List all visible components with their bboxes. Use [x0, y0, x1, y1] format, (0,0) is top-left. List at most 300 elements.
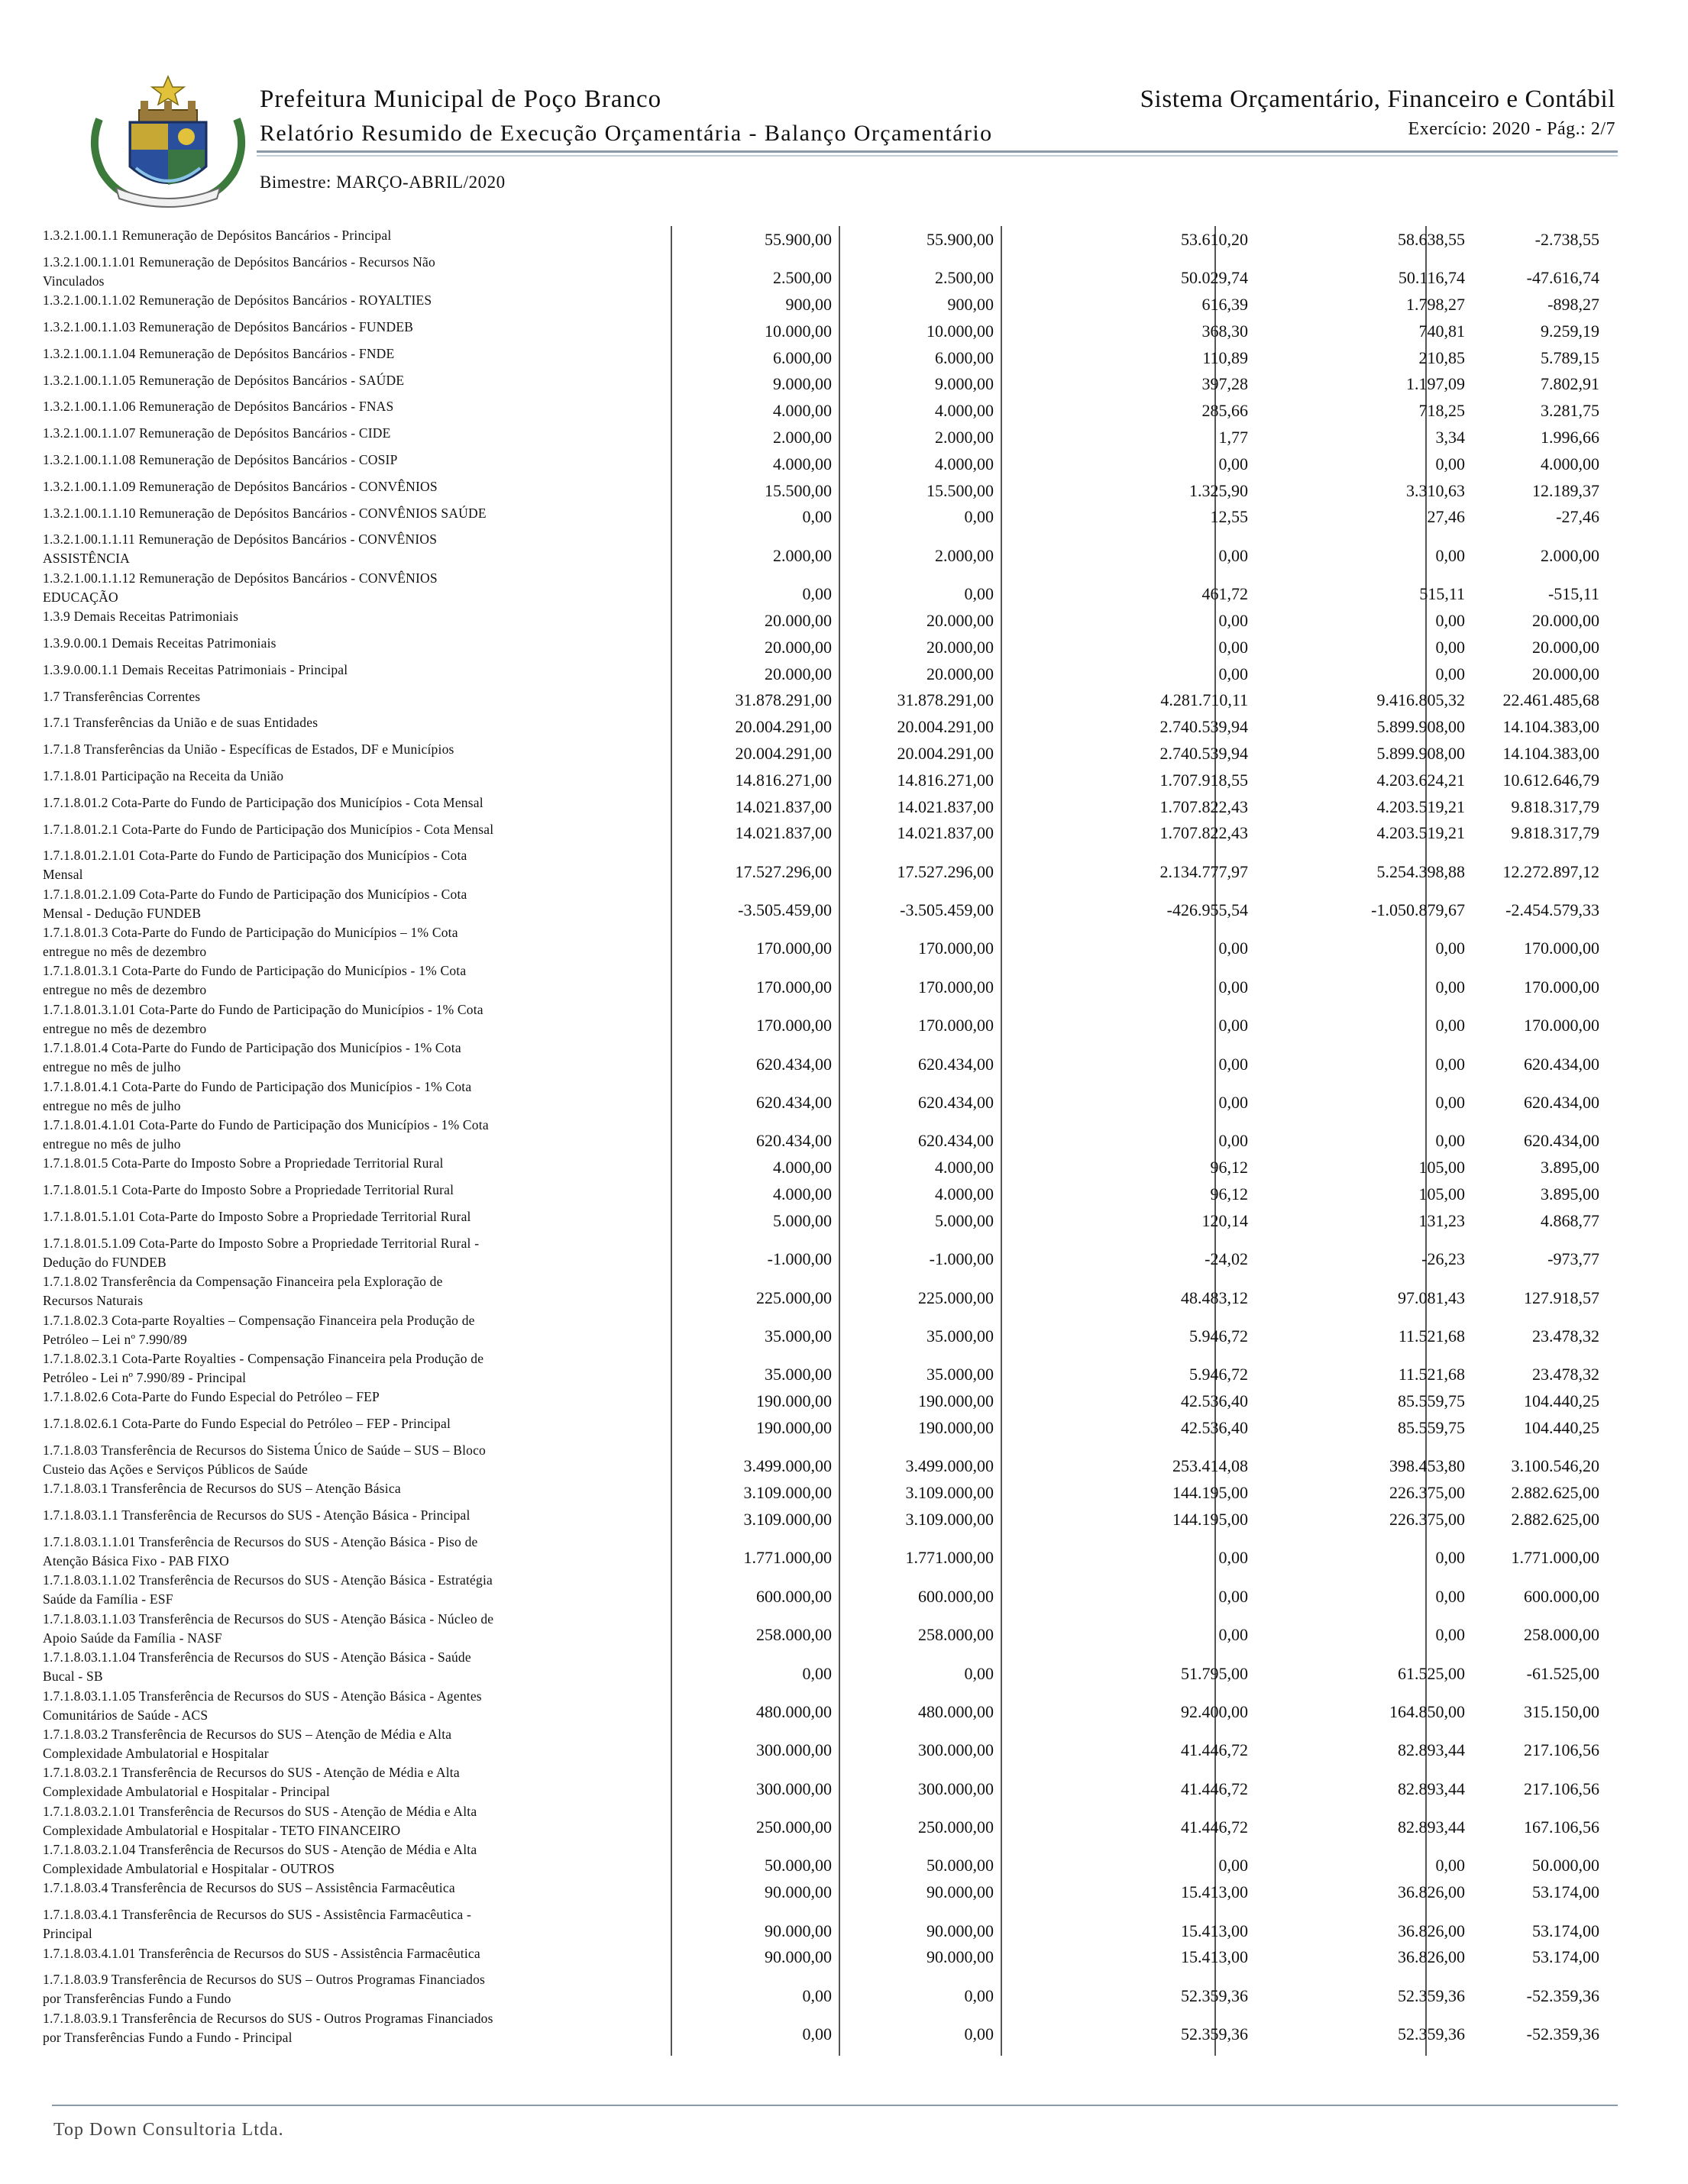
- row-description-line: 1.7.1.8.03.4 Transferência de Recursos do SUS – Assistência Farmacêutica: [43, 1880, 455, 1896]
- previsao-atualizada-value: 90.000,00: [926, 1882, 994, 1902]
- table-row: [43, 1687, 1601, 1725]
- realizado-bimestre-value: 92.400,00: [1181, 1701, 1248, 1721]
- realizado-ate-bimestre-value: 0,00: [1435, 1054, 1465, 1074]
- realizado-bimestre-value: 41.446,72: [1181, 1740, 1248, 1760]
- realizado-bimestre-value: 0,00: [1218, 637, 1248, 657]
- row-description-line: 1.3.9.0.00.1 Demais Receitas Patrimoniais: [43, 635, 276, 651]
- row-description-line: 1.3.2.1.00.1.1.04 Remuneração de Depósitos Bancários - FNDE: [43, 345, 395, 361]
- saldo-value: -515,11: [1547, 584, 1599, 604]
- realizado-bimestre-value: 15.413,00: [1181, 1882, 1248, 1902]
- realizado-ate-bimestre-value: 50.116,74: [1398, 268, 1465, 288]
- previsao-atualizada-value: 9.000,00: [935, 374, 994, 394]
- saldo-value: -61.525,00: [1526, 1663, 1599, 1683]
- row-description-line: 1.7.1.8.02.6 Cota-Parte do Fundo Especial do Petróleo – FEP: [43, 1389, 380, 1405]
- row-description: [43, 1414, 593, 1433]
- row-description: [43, 1840, 593, 1879]
- previsao-inicial-value: 2.000,00: [773, 427, 832, 447]
- row-description-line: 1.3.9.0.00.1.1 Demais Receitas Patrimoniais - Principal: [43, 661, 348, 677]
- realizado-bimestre-value: 1,77: [1218, 427, 1248, 447]
- row-description-line: 1.7.1.8.01.2.1 Cota-Parte do Fundo de Participação dos Municípios - Cota Mensal: [43, 821, 494, 837]
- realizado-ate-bimestre-value: 4.203.519,21: [1376, 796, 1465, 816]
- row-description-line: 1.7.1.8.01.4 Cota-Parte do Fundo de Participação dos Municípios - 1% Cota: [43, 1040, 461, 1056]
- table-row: [43, 1154, 1601, 1181]
- previsao-atualizada-value: 250.000,00: [918, 1817, 994, 1837]
- table-row: [43, 397, 1601, 424]
- previsao-atualizada-value: 620.434,00: [918, 1093, 994, 1113]
- previsao-atualizada-value: 14.021.837,00: [897, 823, 994, 843]
- row-description: [43, 253, 593, 291]
- row-description: [43, 451, 593, 470]
- realizado-ate-bimestre-value: 82.893,44: [1398, 1779, 1465, 1798]
- table-row: [43, 1234, 1601, 1272]
- row-description-line: 1.7.1.8.01.3.1 Cota-Parte do Fundo de Participação do Municípios - 1% Cota: [43, 963, 467, 979]
- table-row: [43, 1840, 1601, 1879]
- row-description-line: 1.3.9 Demais Receitas Patrimoniais: [43, 609, 239, 625]
- row-description-line: 1.7.1.8.02 Transferência da Compensação Financeira pela Exploração de: [43, 1274, 443, 1290]
- row-description-line: 1.3.2.1.00.1.1.12 Remuneração de Depósitos Bancários - CONVÊNIOS: [43, 570, 438, 586]
- row-description: [43, 318, 593, 337]
- realizado-bimestre-value: 0,00: [1218, 1093, 1248, 1113]
- row-description-line: 1.7.1.8.01.5.1.09 Cota-Parte do Imposto Sobre a Propriedade Territorial Rural -: [43, 1235, 480, 1251]
- row-description-line: Atenção Básica Fixo - PAB FIXO: [43, 1552, 230, 1569]
- previsao-inicial-value: 31.878.291,00: [735, 690, 832, 710]
- row-description-line: 1.7.1.8.02.3.1 Cota-Parte Royalties - Compensação Financeira pela Produção de: [43, 1351, 484, 1366]
- saldo-value: 620.434,00: [1524, 1131, 1599, 1151]
- saldo-value: 167.106,56: [1524, 1817, 1599, 1837]
- table-row: [43, 740, 1601, 767]
- previsao-atualizada-value: 480.000,00: [918, 1701, 994, 1721]
- previsao-atualizada-value: 170.000,00: [918, 1016, 994, 1035]
- previsao-inicial-value: 14.816.271,00: [735, 770, 832, 790]
- row-description-line: 1.7.1.8.02.6.1 Cota-Parte do Fundo Especial do Petróleo – FEP - Principal: [43, 1416, 451, 1432]
- saldo-value: -27,46: [1556, 507, 1599, 527]
- row-description: [43, 1207, 593, 1226]
- realizado-ate-bimestre-value: 398.453,80: [1389, 1456, 1465, 1476]
- row-description: [43, 923, 593, 961]
- saldo-value: 23.478,32: [1532, 1365, 1599, 1384]
- row-description: [43, 1648, 593, 1686]
- row-description-line: 1.7.1 Transferências da União e de suas Entidades: [43, 715, 319, 731]
- row-description: [43, 634, 593, 653]
- row-description-line: Principal: [43, 1926, 92, 1942]
- row-description: [43, 1181, 593, 1200]
- row-description-line: 1.3.2.1.00.1.1.07 Remuneração de Depósitos Bancários - CIDE: [43, 425, 391, 441]
- row-description: [43, 504, 593, 523]
- realizado-bimestre-value: 120,14: [1201, 1210, 1248, 1230]
- table-row: [43, 1506, 1601, 1533]
- previsao-inicial-value: 10.000,00: [765, 321, 832, 341]
- table-row: [43, 1533, 1601, 1571]
- saldo-value: 217.106,56: [1524, 1740, 1599, 1760]
- row-description-line: 1.7.1.8.03.9 Transferência de Recursos do SUS – Outros Programas Financiados: [43, 1972, 486, 1988]
- table-row: [43, 820, 1601, 847]
- previsao-atualizada-value: 0,00: [964, 1663, 994, 1683]
- row-description: [43, 1116, 593, 1154]
- realizado-bimestre-value: 96,12: [1210, 1158, 1248, 1178]
- realizado-ate-bimestre-value: -26,23: [1421, 1249, 1465, 1269]
- saldo-value: 104.440,25: [1524, 1391, 1599, 1411]
- previsao-inicial-value: 4.000,00: [773, 454, 832, 473]
- row-description-line: Petróleo – Lei nº 7.990/89: [43, 1331, 188, 1347]
- saldo-value: 620.434,00: [1524, 1093, 1599, 1113]
- previsao-inicial-value: 5.000,00: [773, 1210, 832, 1230]
- table-row: [43, 1349, 1601, 1388]
- realizado-bimestre-value: 0,00: [1218, 977, 1248, 997]
- saldo-value: 315.150,00: [1524, 1701, 1599, 1721]
- row-description-line: Custeio das Ações e Serviços Públicos de Saúde: [43, 1461, 308, 1477]
- previsao-atualizada-value: 258.000,00: [918, 1625, 994, 1645]
- table-row: [43, 253, 1601, 291]
- previsao-atualizada-value: 31.878.291,00: [897, 690, 994, 710]
- row-description-line: Vinculados: [43, 273, 105, 289]
- row-description: [43, 1000, 593, 1039]
- previsao-atualizada-value: 900,00: [947, 294, 994, 314]
- previsao-atualizada-value: 14.021.837,00: [897, 796, 994, 816]
- saldo-value: 1.996,66: [1541, 427, 1599, 447]
- realizado-bimestre-value: 2.740.539,94: [1159, 717, 1248, 737]
- table-row: [43, 1763, 1601, 1801]
- saldo-value: 3.281,75: [1541, 401, 1599, 421]
- saldo-value: -973,77: [1547, 1249, 1599, 1269]
- saldo-value: 170.000,00: [1524, 939, 1599, 958]
- table-row: [43, 885, 1601, 923]
- realizado-ate-bimestre-value: -1.050.879,67: [1371, 900, 1465, 920]
- table-row: [43, 504, 1601, 531]
- saldo-value: 217.106,56: [1524, 1779, 1599, 1798]
- row-description: [43, 371, 593, 390]
- row-description: [43, 530, 593, 568]
- row-description-line: por Transferências Fundo a Fundo - Principal: [43, 2029, 293, 2045]
- previsao-atualizada-value: 0,00: [964, 1985, 994, 2005]
- previsao-inicial-value: 20.004.291,00: [735, 717, 832, 737]
- row-description-line: 1.7 Transferências Correntes: [43, 688, 201, 704]
- saldo-value: 1.771.000,00: [1511, 1548, 1599, 1568]
- previsao-inicial-value: 900,00: [785, 294, 832, 314]
- table-row: [43, 1970, 1601, 2008]
- row-description-line: Complexidade Ambulatorial e Hospitalar - Principal: [43, 1784, 330, 1800]
- row-description-line: 1.3.2.1.00.1.1 Remuneração de Depósitos Bancários - Principal: [43, 228, 392, 243]
- realizado-ate-bimestre-value: 58.638,55: [1398, 229, 1465, 249]
- previsao-inicial-value: 0,00: [802, 584, 832, 604]
- table-row: [43, 687, 1601, 714]
- realizado-bimestre-value: 42.536,40: [1181, 1417, 1248, 1437]
- saldo-value: 20.000,00: [1532, 637, 1599, 657]
- row-description: [43, 767, 593, 786]
- previsao-inicial-value: 9.000,00: [773, 374, 832, 394]
- previsao-atualizada-value: 35.000,00: [926, 1326, 994, 1346]
- previsao-inicial-value: 0,00: [802, 1985, 832, 2005]
- realizado-bimestre-value: 0,00: [1218, 939, 1248, 958]
- previsao-atualizada-value: 90.000,00: [926, 1947, 994, 1967]
- row-description-line: Mensal - Dedução FUNDEB: [43, 905, 202, 921]
- realizado-bimestre-value: 0,00: [1218, 1054, 1248, 1074]
- row-description-line: 1.7.1.8.03.1.1.04 Transferência de Recursos do SUS - Atenção Básica - Saúde: [43, 1649, 471, 1665]
- previsao-atualizada-value: 14.816.271,00: [897, 770, 994, 790]
- realizado-bimestre-value: 50.029,74: [1181, 268, 1248, 288]
- realizado-ate-bimestre-value: 164.850,00: [1389, 1701, 1465, 1721]
- realizado-bimestre-value: 0,00: [1218, 1856, 1248, 1875]
- previsao-atualizada-value: 20.000,00: [926, 637, 994, 657]
- row-description: [43, 1763, 593, 1801]
- previsao-atualizada-value: 2.500,00: [935, 268, 994, 288]
- realizado-ate-bimestre-value: 718,25: [1418, 401, 1465, 421]
- row-description-line: 1.7.1.8.01.5.1 Cota-Parte do Imposto Sobre a Propriedade Territorial Rural: [43, 1182, 454, 1198]
- saldo-value: 12.189,37: [1532, 480, 1599, 500]
- row-description-line: 1.3.2.1.00.1.1.06 Remuneração de Depósitos Bancários - FNAS: [43, 399, 394, 415]
- header-divider: [257, 150, 1618, 153]
- row-description: [43, 961, 593, 1000]
- realizado-bimestre-value: 1.707.918,55: [1159, 770, 1248, 790]
- realizado-ate-bimestre-value: 0,00: [1435, 939, 1465, 958]
- table-row: [43, 424, 1601, 451]
- previsao-inicial-value: 620.434,00: [756, 1131, 832, 1151]
- previsao-atualizada-value: -1.000,00: [929, 1249, 994, 1269]
- saldo-value: 9.818.317,79: [1511, 823, 1599, 843]
- realizado-bimestre-value: 0,00: [1218, 1016, 1248, 1035]
- row-description: [43, 1571, 593, 1609]
- table-row: [43, 1944, 1601, 1971]
- realizado-bimestre-value: 0,00: [1218, 1625, 1248, 1645]
- realizado-bimestre-value: 96,12: [1210, 1184, 1248, 1204]
- table-row: [43, 793, 1601, 820]
- row-description-line: 1.7.1.8.03.1.1.05 Transferência de Recursos do SUS - Atenção Básica - Agentes: [43, 1688, 482, 1704]
- previsao-inicial-value: 20.000,00: [765, 610, 832, 630]
- realizado-ate-bimestre-value: 0,00: [1435, 1548, 1465, 1568]
- previsao-atualizada-value: 190.000,00: [918, 1391, 994, 1411]
- realizado-ate-bimestre-value: 36.826,00: [1398, 1921, 1465, 1940]
- row-description-line: 1.7.1.8.03 Transferência de Recursos do Sistema Único de Saúde – SUS – Bloco: [43, 1442, 486, 1458]
- row-description-line: Mensal: [43, 867, 83, 883]
- footer-divider: [52, 2105, 1618, 2106]
- previsao-atualizada-value: 15.500,00: [926, 480, 994, 500]
- previsao-inicial-value: 190.000,00: [756, 1417, 832, 1437]
- row-description: [43, 713, 593, 732]
- row-description: [43, 846, 593, 884]
- row-description-line: 1.7.1.8.03.1.1.02 Transferência de Recursos do SUS - Atenção Básica - Estratégia: [43, 1572, 493, 1588]
- table-row: [43, 1571, 1601, 1609]
- report-period: Bimestre: MARÇO-ABRIL/2020: [260, 173, 506, 192]
- realizado-bimestre-value: 0,00: [1218, 1548, 1248, 1568]
- realizado-bimestre-value: 110,89: [1202, 347, 1248, 367]
- saldo-value: 104.440,25: [1524, 1417, 1599, 1437]
- realizado-ate-bimestre-value: 226.375,00: [1389, 1483, 1465, 1503]
- realizado-bimestre-value: 53.610,20: [1181, 229, 1248, 249]
- row-description-line: entregue no mês de dezembro: [43, 1020, 207, 1036]
- realizado-bimestre-value: 52.359,36: [1181, 2024, 1248, 2044]
- row-description-line: 1.3.2.1.00.1.1.09 Remuneração de Depósitos Bancários - CONVÊNIOS: [43, 478, 438, 494]
- previsao-inicial-value: 480.000,00: [756, 1701, 832, 1721]
- saldo-value: 53.174,00: [1532, 1947, 1599, 1967]
- previsao-atualizada-value: 300.000,00: [918, 1779, 994, 1798]
- realizado-bimestre-value: 285,66: [1201, 401, 1248, 421]
- realizado-ate-bimestre-value: 5.899.908,00: [1376, 743, 1465, 763]
- realizado-ate-bimestre-value: 210,85: [1418, 347, 1465, 367]
- previsao-inicial-value: 15.500,00: [765, 480, 832, 500]
- table-row: [43, 1272, 1601, 1310]
- realizado-bimestre-value: 0,00: [1218, 545, 1248, 565]
- previsao-atualizada-value: 300.000,00: [918, 1740, 994, 1760]
- previsao-inicial-value: 0,00: [802, 507, 832, 527]
- previsao-inicial-value: 3.109.000,00: [743, 1483, 832, 1503]
- row-description-line: 1.7.1.8.03.1.1 Transferência de Recursos do SUS - Atenção Básica - Principal: [43, 1507, 471, 1523]
- realizado-ate-bimestre-value: 740,81: [1418, 321, 1465, 341]
- saldo-value: 50.000,00: [1532, 1856, 1599, 1875]
- table-row: [43, 1181, 1601, 1207]
- realizado-bimestre-value: 397,28: [1201, 374, 1248, 394]
- realizado-bimestre-value: 5.946,72: [1189, 1365, 1248, 1384]
- saldo-value: 9.818.317,79: [1511, 796, 1599, 816]
- previsao-atualizada-value: 20.004.291,00: [897, 717, 994, 737]
- row-description-line: 1.7.1.8.01.5 Cota-Parte do Imposto Sobre a Propriedade Territorial Rural: [43, 1155, 444, 1171]
- row-description: [43, 687, 593, 706]
- realizado-ate-bimestre-value: 5.899.908,00: [1376, 717, 1465, 737]
- table-row: [43, 961, 1601, 1000]
- row-description-line: 1.7.1.8.01 Participação na Receita da União: [43, 767, 284, 783]
- row-description: [43, 397, 593, 416]
- previsao-atualizada-value: 20.000,00: [926, 664, 994, 683]
- row-description-line: entregue no mês de dezembro: [43, 944, 207, 960]
- table-row: [43, 226, 1601, 253]
- saldo-value: 600.000,00: [1524, 1586, 1599, 1606]
- realizado-bimestre-value: 12,55: [1210, 507, 1248, 527]
- saldo-value: 23.478,32: [1532, 1326, 1599, 1346]
- row-description-line: 1.3.2.1.00.1.1.08 Remuneração de Depósitos Bancários - COSIP: [43, 451, 398, 467]
- previsao-atualizada-value: 190.000,00: [918, 1417, 994, 1437]
- realizado-ate-bimestre-value: 1.197,09: [1406, 374, 1465, 394]
- saldo-value: 2.882.625,00: [1511, 1483, 1599, 1503]
- row-description: [43, 2009, 593, 2047]
- row-description: [43, 1311, 593, 1349]
- previsao-inicial-value: 0,00: [802, 2024, 832, 2044]
- saldo-value: 4.000,00: [1541, 454, 1599, 473]
- system-name: Sistema Orçamentário, Financeiro e Contábil: [1140, 86, 1615, 113]
- previsao-inicial-value: 35.000,00: [765, 1365, 832, 1384]
- row-description-line: EDUCAÇÃO: [43, 589, 118, 605]
- realizado-ate-bimestre-value: 0,00: [1435, 977, 1465, 997]
- saldo-value: 10.612.646,79: [1502, 770, 1599, 790]
- row-description-line: Saúde da Família - ESF: [43, 1591, 173, 1607]
- previsao-atualizada-value: 6.000,00: [935, 347, 994, 367]
- realizado-bimestre-value: 0,00: [1218, 610, 1248, 630]
- row-description-line: 1.7.1.8.02.3 Cota-parte Royalties – Compensação Financeira pela Produção de: [43, 1312, 475, 1328]
- row-description-line: 1.7.1.8.01.3 Cota-Parte do Fundo de Participação do Municípios – 1% Cota: [43, 925, 458, 941]
- table-row: [43, 846, 1601, 884]
- realizado-bimestre-value: 15.413,00: [1181, 1921, 1248, 1940]
- previsao-inicial-value: 3.109.000,00: [743, 1509, 832, 1529]
- row-description-line: ASSISTÊNCIA: [43, 551, 131, 567]
- saldo-value: 2.000,00: [1541, 545, 1599, 565]
- table-row: [43, 1039, 1601, 1077]
- row-description: [43, 1234, 593, 1272]
- previsao-inicial-value: -1.000,00: [767, 1249, 832, 1269]
- realizado-bimestre-value: 253.414,08: [1172, 1456, 1248, 1476]
- previsao-inicial-value: 17.527.296,00: [735, 861, 832, 881]
- table-row: [43, 318, 1601, 344]
- row-description: [43, 1905, 593, 1943]
- row-description-line: 1.3.2.1.00.1.1.10 Remuneração de Depósitos Bancários - CONVÊNIOS SAÚDE: [43, 505, 487, 521]
- row-description: [43, 1349, 593, 1388]
- table-row: [43, 1802, 1601, 1840]
- row-description-line: 1.7.1.8.01.3.1.01 Cota-Parte do Fundo de Participação do Municípios - 1% Cota: [43, 1001, 483, 1017]
- row-description-line: 1.7.1.8.03.2.1.04 Transferência de Recursos do SUS - Atenção de Média e Alta: [43, 1842, 477, 1858]
- realizado-ate-bimestre-value: 3.310,63: [1406, 480, 1465, 500]
- realizado-bimestre-value: 616,39: [1201, 294, 1248, 314]
- realizado-ate-bimestre-value: 52.359,36: [1398, 2024, 1465, 2044]
- table-row: [43, 713, 1601, 740]
- previsao-atualizada-value: 55.900,00: [926, 229, 994, 249]
- realizado-bimestre-value: 1.325,90: [1189, 480, 1248, 500]
- previsao-inicial-value: 620.434,00: [756, 1054, 832, 1074]
- realizado-ate-bimestre-value: 0,00: [1435, 1016, 1465, 1035]
- row-description-line: Comunitários de Saúde - ACS: [43, 1707, 209, 1723]
- saldo-value: 258.000,00: [1524, 1625, 1599, 1645]
- previsao-atualizada-value: 4.000,00: [935, 1158, 994, 1178]
- row-description: [43, 1610, 593, 1648]
- row-description: [43, 1725, 593, 1763]
- realizado-bimestre-value: 15.413,00: [1181, 1947, 1248, 1967]
- previsao-atualizada-value: 3.499.000,00: [905, 1456, 994, 1476]
- previsao-inicial-value: 190.000,00: [756, 1391, 832, 1411]
- previsao-inicial-value: 4.000,00: [773, 1184, 832, 1204]
- previsao-atualizada-value: 20.004.291,00: [897, 743, 994, 763]
- table-row: [43, 1414, 1601, 1441]
- previsao-inicial-value: 300.000,00: [756, 1740, 832, 1760]
- saldo-value: -2.738,55: [1534, 229, 1599, 249]
- previsao-atualizada-value: 620.434,00: [918, 1131, 994, 1151]
- row-description-line: 1.7.1.8.03.9.1 Transferência de Recursos do SUS - Outros Programas Financiados: [43, 2010, 493, 2026]
- table-row: [43, 1879, 1601, 1905]
- previsao-inicial-value: 20.000,00: [765, 664, 832, 683]
- saldo-value: 14.104.383,00: [1502, 743, 1599, 763]
- row-description: [43, 1039, 593, 1077]
- row-description-line: por Transferências Fundo a Fundo: [43, 1991, 231, 2007]
- realizado-ate-bimestre-value: 85.559,75: [1398, 1391, 1465, 1411]
- footer-company: Top Down Consultoria Ltda.: [53, 2120, 284, 2140]
- realizado-ate-bimestre-value: 36.826,00: [1398, 1947, 1465, 1967]
- realizado-bimestre-value: 2.134.777,97: [1159, 861, 1248, 881]
- previsao-inicial-value: 620.434,00: [756, 1093, 832, 1113]
- saldo-value: 22.461.485,68: [1502, 690, 1599, 710]
- previsao-atualizada-value: 50.000,00: [926, 1856, 994, 1875]
- table-row: [43, 1610, 1601, 1648]
- report-subtitle: Relatório Resumido de Execução Orçamentária - Balanço Orçamentário: [260, 121, 993, 146]
- table-row: [43, 477, 1601, 504]
- previsao-inicial-value: 55.900,00: [765, 229, 832, 249]
- row-description-line: 1.7.1.8.01.2 Cota-Parte do Fundo de Participação dos Municípios - Cota Mensal: [43, 794, 483, 810]
- table-row: [43, 1207, 1601, 1234]
- realizado-bimestre-value: -24,02: [1205, 1249, 1248, 1269]
- row-description-line: Bucal - SB: [43, 1669, 103, 1685]
- row-description: [43, 226, 593, 245]
- table-row: [43, 1116, 1601, 1154]
- row-description: [43, 740, 593, 759]
- previsao-inicial-value: 35.000,00: [765, 1326, 832, 1346]
- previsao-inicial-value: 50.000,00: [765, 1856, 832, 1875]
- realizado-ate-bimestre-value: 61.525,00: [1398, 1663, 1465, 1683]
- table-row: [43, 1479, 1601, 1506]
- table-row: [43, 569, 1601, 607]
- saldo-value: 12.272.897,12: [1502, 861, 1599, 881]
- saldo-value: 170.000,00: [1524, 977, 1599, 997]
- realizado-ate-bimestre-value: 0,00: [1435, 1131, 1465, 1151]
- realizado-ate-bimestre-value: 0,00: [1435, 454, 1465, 473]
- realizado-ate-bimestre-value: 27,46: [1427, 507, 1465, 527]
- realizado-bimestre-value: 48.483,12: [1181, 1287, 1248, 1307]
- realizado-bimestre-value: 461,72: [1201, 584, 1248, 604]
- realizado-bimestre-value: 41.446,72: [1181, 1817, 1248, 1837]
- saldo-value: 53.174,00: [1532, 1921, 1599, 1940]
- previsao-atualizada-value: 5.000,00: [935, 1210, 994, 1230]
